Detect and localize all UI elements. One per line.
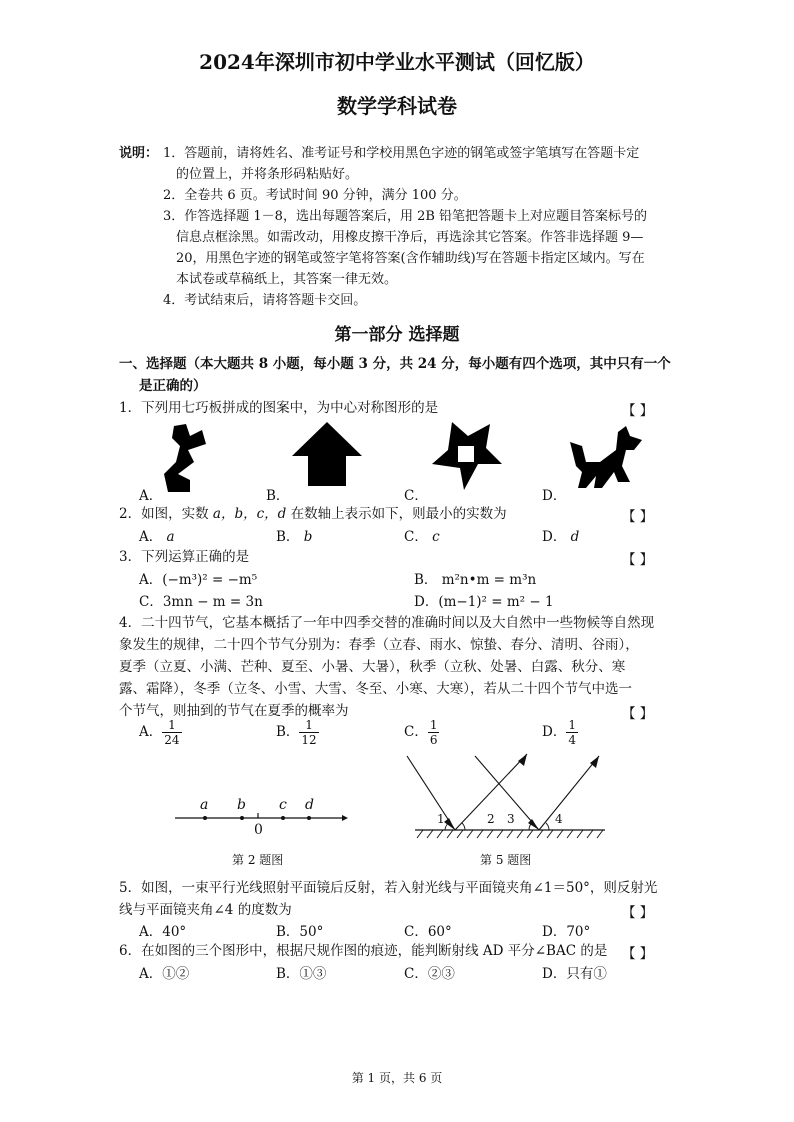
- q1-option-a-figure: [160, 422, 210, 494]
- q2-axis-label-a: a: [200, 797, 209, 813]
- q5-option-a[interactable]: A．40°: [139, 924, 187, 940]
- question-3-stem: 3．下列运算正确的是: [119, 549, 250, 565]
- q1-option-c-figure: [430, 420, 504, 492]
- instruction-line: 20，用黑色字迹的钢笔或签字笔将答案(含作辅助线)写在答题卡指定区域内。写在: [176, 251, 645, 266]
- part-heading: 一、选择题（本大题共 8 小题，每小题 3 分，共 24 分，每小题有四个选项，其中只有一个: [119, 356, 671, 372]
- q1-option-d-figure: [566, 422, 646, 492]
- q4-option-b[interactable]: B． $\frac{1}{12}$: [276, 718, 317, 747]
- answer-bracket: 【 】: [622, 403, 654, 419]
- q3-option-d[interactable]: D．(m−1)² = m² − 1: [414, 594, 554, 610]
- question-4-line: 夏季（立夏、小满、芒种、夏至、小暑、大暑），秋季（立秋、处暑、白露、秋分、寒: [119, 659, 626, 675]
- q2-option-a-value: a: [166, 529, 175, 545]
- q6-option-c[interactable]: C．②③: [404, 966, 455, 982]
- question-4-line: 露、霜降），冬季（立冬、小雪、大雪、冬至、小寒、大寒），若从二十四个节气中选一: [119, 681, 632, 697]
- q6-option-d[interactable]: D．只有①: [542, 966, 607, 982]
- q4-option-d[interactable]: D． $\frac{1}{4}$: [542, 718, 576, 747]
- q1-option-b[interactable]: B．: [266, 488, 290, 504]
- q2-stem-vars: a，b，c，d: [212, 506, 287, 522]
- q5-mirror-figure: [405, 752, 615, 842]
- question-4-line: 4．二十四节气，它基本概括了一年中四季交替的准确时间以及大自然中一些物候等自然现: [119, 615, 655, 631]
- answer-bracket: 【 】: [622, 509, 654, 525]
- question-5-line: 5．如图，一束平行光线照射平面镜后反射，若入射光线与平面镜夹角∠1＝50°，则反射光: [119, 880, 658, 896]
- q4-option-a-fraction: $\frac{1}{24}$: [164, 718, 180, 747]
- q4-option-c-fraction: $\frac{1}{6}$: [429, 718, 438, 747]
- q3-option-c[interactable]: C．3mn − m = 3n: [139, 594, 263, 610]
- answer-bracket: 【 】: [622, 946, 654, 962]
- q2-number-line-figure: [170, 796, 350, 846]
- question-2-stem: [119, 503, 507, 525]
- instruction-line: 本试卷或草稿纸上，其答案一律无效。: [176, 272, 398, 287]
- q5-angle-label-3: 3: [507, 812, 515, 826]
- q2-stem-post: 在数轴上表示如下，则最小的实数为: [286, 506, 507, 522]
- instruction-line: 1．答题前，请将姓名、准考证号和学校用黑色字迹的钢笔或签字笔填写在答题卡定: [163, 146, 640, 161]
- q2-axis-origin: 0: [254, 822, 263, 838]
- page-footer: 第 1 页，共 6 页: [351, 1071, 443, 1085]
- q4-option-b-fraction: $\frac{1}{12}$: [301, 718, 317, 747]
- q3-option-a[interactable]: A．(−m³)² = −m⁵: [139, 572, 258, 588]
- q1-option-a[interactable]: A．: [139, 488, 163, 504]
- q2-option-c[interactable]: C． c: [404, 529, 440, 545]
- q6-option-b[interactable]: B．①③: [276, 966, 327, 982]
- section-heading: 第一部分 选择题: [334, 325, 460, 345]
- q5-option-d[interactable]: D．70°: [542, 924, 591, 940]
- instruction-line: 3．作答选择题 1－8，选出每题答案后，用 2B 铅笔把答题卡上对应题目答案标号的: [163, 209, 648, 224]
- q4-option-c[interactable]: C． $\frac{1}{6}$: [404, 718, 438, 747]
- q6-option-a[interactable]: A．①②: [139, 966, 190, 982]
- question-1-stem: 1．下列用七巧板拼成的图案中，为中心对称图形的是: [119, 400, 439, 416]
- q2-figure-caption: 第 2 题图: [232, 853, 284, 867]
- q5-figure-caption: 第 5 题图: [480, 853, 532, 867]
- page-subtitle: 数学学科试卷: [337, 94, 457, 118]
- q1-option-c[interactable]: C．: [404, 488, 428, 504]
- q2-option-d-value: d: [570, 529, 580, 545]
- q4-option-a[interactable]: A． $\frac{1}{24}$: [139, 718, 180, 747]
- q2-option-a[interactable]: A． a: [139, 529, 175, 545]
- q5-option-c[interactable]: C．60°: [404, 924, 452, 940]
- q2-stem-pre: 2．如图，实数: [119, 506, 213, 522]
- q5-angle-label-2: 2: [487, 812, 495, 826]
- q2-option-b[interactable]: B． b: [276, 529, 313, 545]
- q1-option-d[interactable]: D．: [542, 488, 567, 504]
- q2-axis-label-b: b: [237, 797, 246, 813]
- part-heading-cont: 是正确的）: [139, 378, 207, 394]
- q4-option-d-fraction: $\frac{1}{4}$: [568, 718, 576, 747]
- instruction-line: 的位置上，并将条形码粘贴好。: [176, 167, 359, 182]
- instruction-line: 2．全卷共 6 页。考试时间 90 分钟，满分 100 分。: [163, 188, 467, 203]
- q2-option-c-value: c: [432, 529, 440, 545]
- question-6-stem: 6．在如图的三个图形中，根据尺规作图的痕迹，能判断射线 AD 平分∠BAC 的是: [119, 943, 608, 959]
- instruction-line: 信息点框涂黑。如需改动，用橡皮擦干净后，再选涂其它答案。作答非选择题 9—: [176, 230, 644, 245]
- question-5-line: 线与平面镜夹角∠4 的度数为: [119, 902, 292, 918]
- answer-bracket: 【 】: [622, 905, 654, 921]
- q2-option-d[interactable]: D． d: [542, 529, 580, 545]
- q3-option-b[interactable]: B． m²n•m = m³n: [414, 572, 537, 588]
- question-4-line: 象发生的规律，二十四个节气分别为：春季（立春、雨水、惊蛰、春分、清明、谷雨），: [119, 637, 639, 653]
- answer-bracket: 【 】: [622, 552, 654, 568]
- page-title: 2024年深圳市初中学业水平测试（回忆版）: [199, 50, 595, 74]
- q2-axis-label-d: d: [305, 797, 314, 813]
- answer-bracket: 【 】: [622, 706, 654, 722]
- q1-option-b-figure: [290, 420, 364, 488]
- question-4-line: 个节气，则抽到的节气在夏季的概率为: [119, 703, 349, 719]
- q2-axis-label-c: c: [279, 797, 287, 813]
- instruction-line: 4．考试结束后，请将答题卡交回。: [163, 293, 367, 308]
- q5-angle-label-1: 1: [437, 812, 445, 826]
- q2-option-b-value: b: [303, 529, 313, 545]
- q5-option-b[interactable]: B．50°: [276, 924, 324, 940]
- instructions-label: 说明：: [119, 146, 159, 161]
- q5-angle-label-4: 4: [555, 812, 563, 826]
